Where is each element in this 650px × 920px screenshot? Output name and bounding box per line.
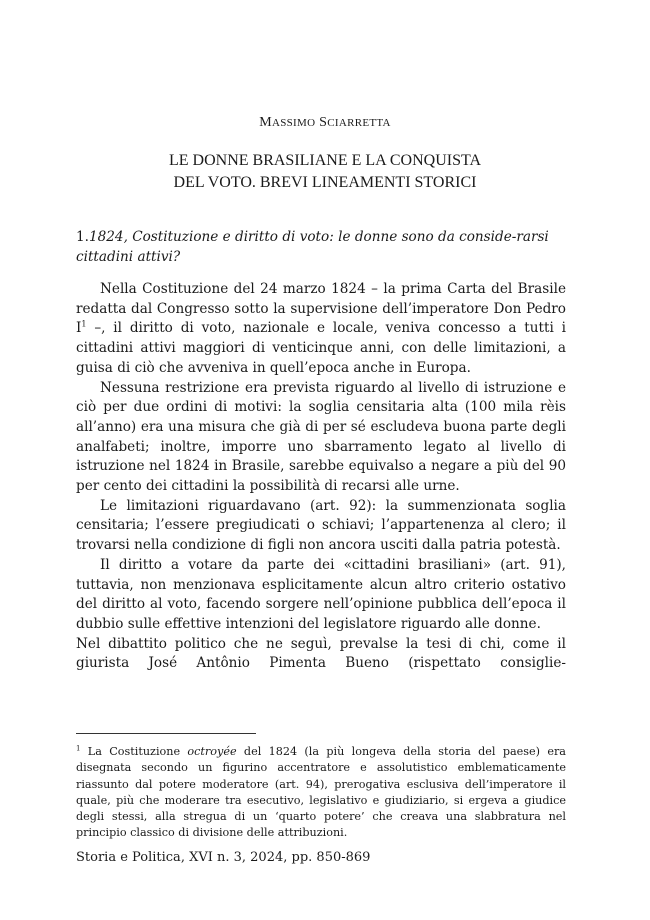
footnote-rule (76, 733, 256, 734)
section-title: 1824, Costituzione e diritto di voto: le donne sono da conside-rarsi cittadini attivi? (76, 229, 549, 265)
article-body (76, 280, 566, 674)
footnote-text-a: La Costituzione (80, 745, 188, 758)
paragraph-5: Nel dibattito politico che ne seguì, prevalse la tesi di chi, come il giurista José Antônio Pimenta Bueno (rispettato consiglie- (76, 635, 566, 672)
footnote-1 (76, 744, 566, 842)
section-number: 1. (76, 229, 89, 245)
author-last-rest: CIARRETTA (327, 117, 391, 129)
author-first-rest: ASSIMO (271, 117, 316, 129)
author-name (0, 115, 650, 131)
paragraph-2: Nessuna restrizione era prevista riguardo al livello di istruzione e ciò per due ordini di motivi: la soglia censitaria alta (100 mila rèis all’anno) era una misura che già di per sé escludeva buona parte degli analfabeti; inoltre, imporre uno sbarramento legato al livello di istruzione nel 1824 in Brasile, sarebbe equivalso a negare a più del 90 per cento dei cittadini la possibilità di recarsi alle urne. (76, 379, 566, 495)
author-first-cap: M (259, 115, 272, 130)
paragraph-3: Le limitazioni riguardavano (art. 92): la summenzionata soglia censitaria; l’essere pregiudicati o schiavi; l’appartenenza al clero; il trovarsi nella condizione di figli non ancora usciti dalla patria potestà. (76, 497, 566, 554)
title-line-2: DEL VOTO. BREVI LINEAMENTI STORICI (173, 174, 477, 191)
article-title (0, 150, 650, 194)
paragraph-4: Il diritto a votare da parte dei «cittadini brasiliani» (art. 91), tuttavia, non menzionava esplicitamente alcun altro criterio ostativo del diritto al voto, facendo sorgere nell’opinione pubblica dell’epoca il dubbio sulle effettive intenzioni del legislatore riguardo alle donne. (76, 556, 566, 632)
footnote-number: 1 (76, 744, 81, 753)
section-heading (76, 228, 566, 267)
paragraph-1-text-a: Nella Costituzione del 24 marzo 1824 – la prima Carta del Brasile redatta dal Congresso sotto la supervisione dell’imperatore Don Pedro I (76, 281, 566, 337)
paragraph-1-text-b: –, il diritto di voto, nazionale e locale, veniva concesso a tutti i cittadini attivi maggiori di venticinque anni, con delle limitazioni, a guisa di ciò che avveniva in quell’epoca anche in Europa. (76, 320, 566, 376)
footnote-ref[interactable]: 1 (81, 319, 87, 329)
paragraph-1 (76, 280, 566, 379)
title-line-1: LE DONNE BRASILIANE E LA CONQUISTA (168, 152, 482, 169)
journal-citation: Storia e Politica, XVI n. 3, 2024, pp. 850-869 (76, 850, 371, 865)
author-last-cap: S (319, 115, 328, 130)
footnote-text-b: del 1824 (la più longeva della storia del paese) era disegnata secondo un figurino accentratore e assolutistico emblematicamente riassunto dal potere moderatore (art. 94), prerogativa esclusiva dell’imperatore il quale, più che moderare tra esecutivo, legislativo e giudiziario, si ergeva a giudice degli stessi, alla stregua di un ‘quarto potere’ che creava una slabbratura nel principio classico di divisione delle attribuzioni. (76, 745, 566, 840)
footnote-italic: octroyée (187, 745, 237, 758)
